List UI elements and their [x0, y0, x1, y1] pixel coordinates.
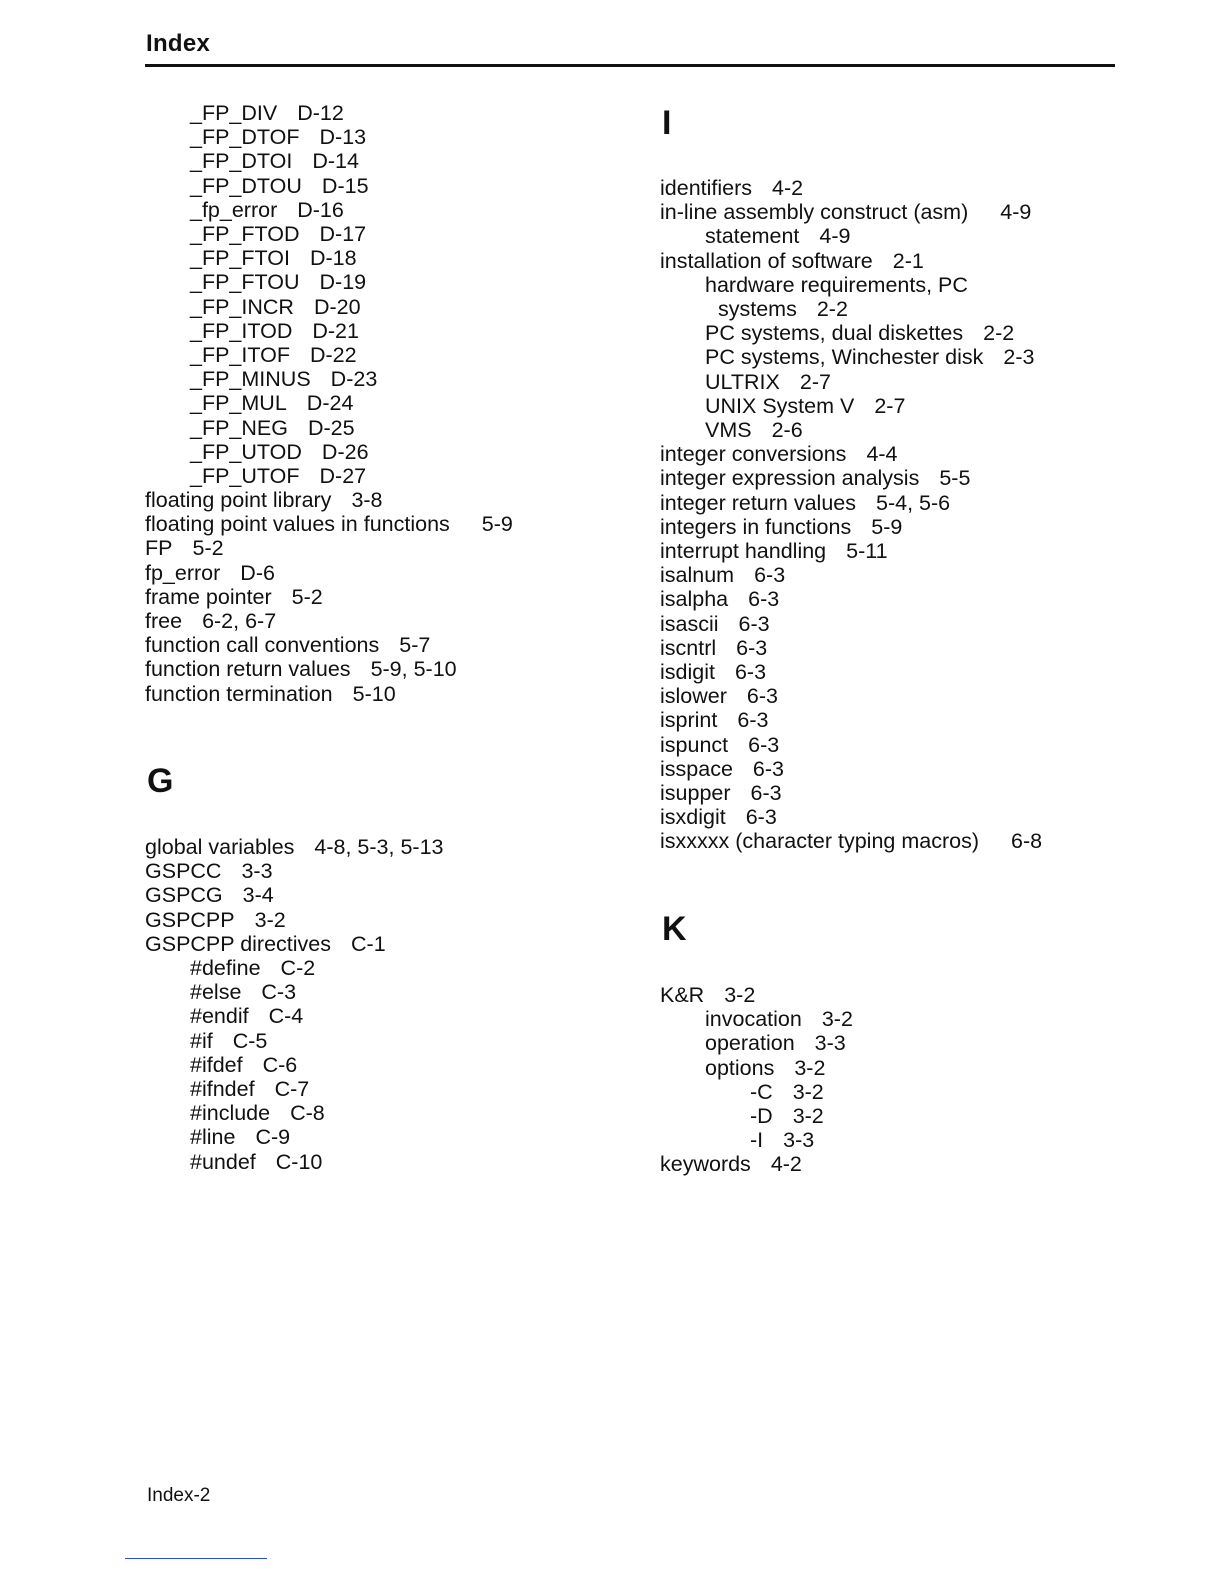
index-term: -I — [750, 1128, 764, 1152]
index-term: interrupt handling — [660, 539, 827, 563]
page-number: Index-2 — [147, 1485, 211, 1506]
page-reference: 6-3 — [750, 781, 782, 805]
page-reference: D-24 — [306, 391, 354, 415]
page-reference: 6-3 — [745, 805, 777, 829]
index-entry — [660, 733, 779, 757]
page-reference: D-20 — [313, 295, 361, 319]
page-reference: 4-9 — [1000, 200, 1032, 224]
page-reference: 6-8 — [1011, 829, 1043, 853]
index-entry — [190, 1029, 267, 1053]
page-reference: 2-6 — [771, 418, 803, 442]
index-entry — [750, 1104, 824, 1128]
index-term: _FP_DTOU — [190, 174, 302, 198]
index-entry — [145, 883, 274, 907]
page-reference: 5-9 — [871, 515, 903, 539]
index-term: #else — [190, 980, 242, 1004]
index-term: _FP_INCR — [190, 295, 294, 319]
index-term: #ifndef — [190, 1077, 255, 1101]
section-letter-i: I — [662, 104, 672, 142]
index-entry — [660, 829, 1042, 853]
page-reference: 5-2 — [291, 585, 323, 609]
page-reference: D-19 — [319, 270, 367, 294]
index-term: _FP_DTOI — [190, 149, 293, 173]
page-reference: D-17 — [319, 222, 367, 246]
index-entry — [705, 1056, 825, 1080]
index-entry — [145, 932, 386, 956]
index-term: K&R — [660, 983, 705, 1007]
index-entry — [190, 1077, 309, 1101]
index-entry — [660, 612, 770, 636]
index-entry — [705, 418, 803, 442]
page-reference: 3-2 — [792, 1104, 824, 1128]
index-term: identifiers — [660, 176, 753, 200]
index-entry — [660, 491, 950, 515]
page-reference: 3-2 — [794, 1056, 826, 1080]
section-letter-g: G — [147, 762, 174, 800]
index-entry — [145, 488, 383, 512]
index-entry — [660, 200, 1031, 224]
index-entry — [190, 1125, 290, 1149]
index-term: free — [145, 609, 183, 633]
index-entry — [145, 585, 323, 609]
page-reference: 6-3 — [754, 563, 786, 587]
page-reference: 3-8 — [351, 488, 383, 512]
page-reference: C-1 — [351, 932, 386, 956]
index-term: isupper — [660, 781, 731, 805]
index-entry — [190, 367, 377, 391]
page-reference: 5-7 — [399, 633, 431, 657]
index-entry — [705, 321, 1014, 345]
page-reference: 6-3 — [748, 587, 780, 611]
page-reference: 6-3 — [736, 636, 768, 660]
index-entry — [660, 466, 970, 490]
index-entry — [145, 512, 513, 536]
page-reference: 4-8, 5-3, 5-13 — [314, 835, 444, 859]
index-entry — [145, 609, 276, 633]
index-term: options — [705, 1056, 775, 1080]
index-term: -C — [750, 1080, 773, 1104]
page-reference: 4-4 — [866, 442, 898, 466]
page-reference: C-8 — [290, 1101, 325, 1125]
page-reference: C-6 — [262, 1053, 298, 1077]
index-entry — [705, 394, 905, 418]
page-reference: 5-9, 5-10 — [370, 657, 457, 681]
page-reference: 6-3 — [748, 733, 780, 757]
index-entry — [190, 1101, 325, 1125]
index-entry — [750, 1080, 824, 1104]
page-reference: C-9 — [255, 1125, 291, 1149]
index-entry — [190, 246, 357, 270]
index-term: _FP_NEG — [190, 416, 288, 440]
index-entry — [190, 174, 369, 198]
index-term: isalnum — [660, 563, 735, 587]
index-term: _FP_FTOU — [190, 270, 300, 294]
index-term: GSPCC — [145, 859, 222, 883]
index-entry — [190, 101, 344, 125]
index-term: UNIX System V — [705, 394, 855, 418]
index-entry — [145, 561, 275, 585]
index-entry — [190, 980, 296, 1004]
index-entry — [705, 345, 1034, 369]
index-entry — [660, 983, 755, 1007]
index-entry — [190, 149, 359, 173]
index-term: _FP_MINUS — [190, 367, 311, 391]
index-entry — [705, 1031, 846, 1055]
page-reference: 2-3 — [1003, 345, 1035, 369]
index-term: statement — [705, 224, 800, 248]
index-term: function call conventions — [145, 633, 380, 657]
index-entry — [660, 1152, 802, 1176]
index-entry — [190, 956, 315, 980]
index-entry — [660, 587, 779, 611]
page-reference: 6-3 — [746, 684, 778, 708]
page-reference: D-27 — [319, 464, 367, 488]
index-term: GSPCG — [145, 883, 223, 907]
index-entry — [660, 442, 898, 466]
index-entry — [190, 222, 366, 246]
page-reference: 3-3 — [783, 1128, 815, 1152]
page-reference: C-3 — [261, 980, 297, 1004]
index-entry — [660, 805, 777, 829]
index-entry — [145, 908, 286, 932]
index-entry — [660, 539, 888, 563]
index-term: _FP_ITOD — [190, 319, 293, 343]
index-entry — [190, 440, 369, 464]
page-reference: 5-4, 5-6 — [876, 491, 951, 515]
index-entry — [190, 319, 359, 343]
index-entry — [145, 657, 457, 681]
page-reference: 3-2 — [724, 983, 756, 1007]
index-entry — [660, 563, 785, 587]
index-term: installation of software — [660, 249, 873, 273]
page-reference: 6-3 — [752, 757, 784, 781]
index-term: _FP_UTOF — [190, 464, 300, 488]
index-term: _FP_DIV — [190, 101, 278, 125]
page-reference: 3-3 — [814, 1031, 846, 1055]
index-entry — [190, 270, 366, 294]
page-reference: 2-1 — [892, 249, 924, 273]
page-reference: 2-2 — [816, 297, 848, 321]
page-reference: 4-2 — [770, 1152, 802, 1176]
index-entry — [145, 633, 430, 657]
index-term: islower — [660, 684, 727, 708]
index-term: integers in functions — [660, 515, 852, 539]
header-rule — [145, 64, 1115, 67]
page-reference: 4-2 — [772, 176, 804, 200]
index-term: FP — [145, 536, 173, 560]
index-term: function termination — [145, 682, 333, 706]
index-term: floating point library — [145, 488, 332, 512]
index-entry — [190, 125, 366, 149]
index-entry — [145, 835, 443, 859]
index-term: _fp_error — [190, 198, 278, 222]
index-term: #define — [190, 956, 261, 980]
index-term: hardware requirements, PC — [705, 273, 968, 297]
index-entry — [190, 464, 366, 488]
page-reference: D-22 — [309, 343, 357, 367]
page-reference: D-23 — [330, 367, 378, 391]
index-term: #endif — [190, 1004, 249, 1028]
section-letter-k: K — [662, 910, 687, 948]
index-term: _FP_MUL — [190, 391, 287, 415]
page-reference: D-12 — [297, 101, 344, 125]
page-title: Index — [146, 30, 211, 57]
index-term: operation — [705, 1031, 795, 1055]
page-reference: D-13 — [319, 125, 367, 149]
page-reference: C-2 — [280, 956, 316, 980]
index-term: in-line assembly construct (asm) — [660, 200, 969, 224]
index-term: keywords — [660, 1152, 751, 1176]
index-term: #undef — [190, 1150, 256, 1174]
page-reference: 2-7 — [874, 394, 906, 418]
page-reference: 3-3 — [241, 859, 273, 883]
index-term: VMS — [705, 418, 752, 442]
page-reference: 2-2 — [983, 321, 1015, 345]
index-entry — [145, 536, 224, 560]
page-reference: 5-5 — [939, 466, 971, 490]
index-term: integer expression analysis — [660, 466, 920, 490]
index-term: #line — [190, 1125, 236, 1149]
index-term: isdigit — [660, 660, 715, 684]
page-reference: 3-4 — [242, 883, 274, 907]
page-reference: D-25 — [307, 416, 355, 440]
page-reference: 3-2 — [792, 1080, 824, 1104]
index-term: PC systems, Winchester disk — [705, 345, 984, 369]
page-reference: 4-9 — [819, 224, 851, 248]
index-term: iscntrl — [660, 636, 717, 660]
index-term: _FP_DTOF — [190, 125, 300, 149]
page-reference: D-18 — [309, 246, 357, 270]
index-entry — [660, 708, 768, 732]
index-term: #include — [190, 1101, 271, 1125]
page-reference: 6-3 — [737, 708, 769, 732]
index-term: function return values — [145, 657, 351, 681]
index-entry — [660, 636, 767, 660]
index-term: _FP_UTOD — [190, 440, 302, 464]
page-reference: D-14 — [312, 149, 359, 173]
index-entry — [750, 1128, 814, 1152]
page-reference: D-21 — [312, 319, 359, 343]
index-entry — [705, 370, 831, 394]
index-term: ULTRIX — [705, 370, 780, 394]
index-term: _FP_ITOF — [190, 343, 290, 367]
index-entry — [190, 1150, 322, 1174]
index-term: -D — [750, 1104, 773, 1128]
bottom-rule — [125, 1558, 267, 1559]
index-entry — [660, 757, 784, 781]
index-entry — [705, 1007, 853, 1031]
index-term: fp_error — [145, 561, 221, 585]
index-term: isalpha — [660, 587, 729, 611]
index-term: GSPCPP directives — [145, 932, 332, 956]
index-term: isprint — [660, 708, 718, 732]
index-term: frame pointer — [145, 585, 272, 609]
index-term: integer conversions — [660, 442, 847, 466]
index-term: isxxxxx (character typing macros) — [660, 829, 979, 853]
page-reference: 3-2 — [821, 1007, 853, 1031]
index-term: integer return values — [660, 491, 856, 515]
page-reference: 6-3 — [734, 660, 767, 684]
index-term: #ifdef — [190, 1053, 243, 1077]
index-entry — [718, 297, 848, 321]
index-term: isascii — [660, 612, 719, 636]
page-reference: C-4 — [268, 1004, 304, 1028]
index-term: GSPCPP — [145, 908, 235, 932]
index-term: invocation — [705, 1007, 802, 1031]
index-entry — [660, 515, 902, 539]
index-entry — [705, 224, 851, 248]
index-entry — [190, 343, 357, 367]
index-entry — [145, 859, 273, 883]
index-entry — [190, 416, 355, 440]
page-reference: 6-2, 6-7 — [202, 609, 277, 633]
index-entry — [660, 249, 924, 273]
index-entry — [190, 295, 361, 319]
index-entry — [660, 176, 803, 200]
index-term: global variables — [145, 835, 295, 859]
index-entry — [705, 273, 988, 297]
page-reference: 6-3 — [738, 612, 770, 636]
index-entry — [145, 682, 396, 706]
page-reference: D-16 — [297, 198, 344, 222]
index-entry — [660, 781, 782, 805]
index-entry — [190, 198, 344, 222]
page-reference: C-10 — [275, 1150, 323, 1174]
index-term: _FP_FTOD — [190, 222, 300, 246]
page-reference: 3-2 — [254, 908, 286, 932]
index-term: ispunct — [660, 733, 729, 757]
page-reference: C-7 — [274, 1077, 310, 1101]
index-term: PC systems, dual diskettes — [705, 321, 964, 345]
page-reference: C-5 — [232, 1029, 268, 1053]
index-entry — [190, 1053, 297, 1077]
index-term: _FP_FTOI — [190, 246, 290, 270]
index-term: isspace — [660, 757, 733, 781]
page-reference: D-15 — [321, 174, 369, 198]
index-entry — [660, 684, 778, 708]
index-entry — [190, 1004, 303, 1028]
page-reference: D-6 — [240, 561, 275, 585]
page-reference: 5-11 — [846, 539, 888, 563]
page-reference: D-26 — [321, 440, 369, 464]
index-term: isxdigit — [660, 805, 726, 829]
page-reference: 5-10 — [352, 682, 396, 706]
index-entry — [190, 391, 353, 415]
index-term: systems — [718, 297, 797, 321]
page-reference: 5-9 — [481, 512, 513, 536]
index-term: #if — [190, 1029, 213, 1053]
page-reference: 2-7 — [799, 370, 831, 394]
index-term: floating point values in functions — [145, 512, 450, 536]
index-entry — [660, 660, 766, 684]
page-reference: 5-2 — [192, 536, 224, 560]
